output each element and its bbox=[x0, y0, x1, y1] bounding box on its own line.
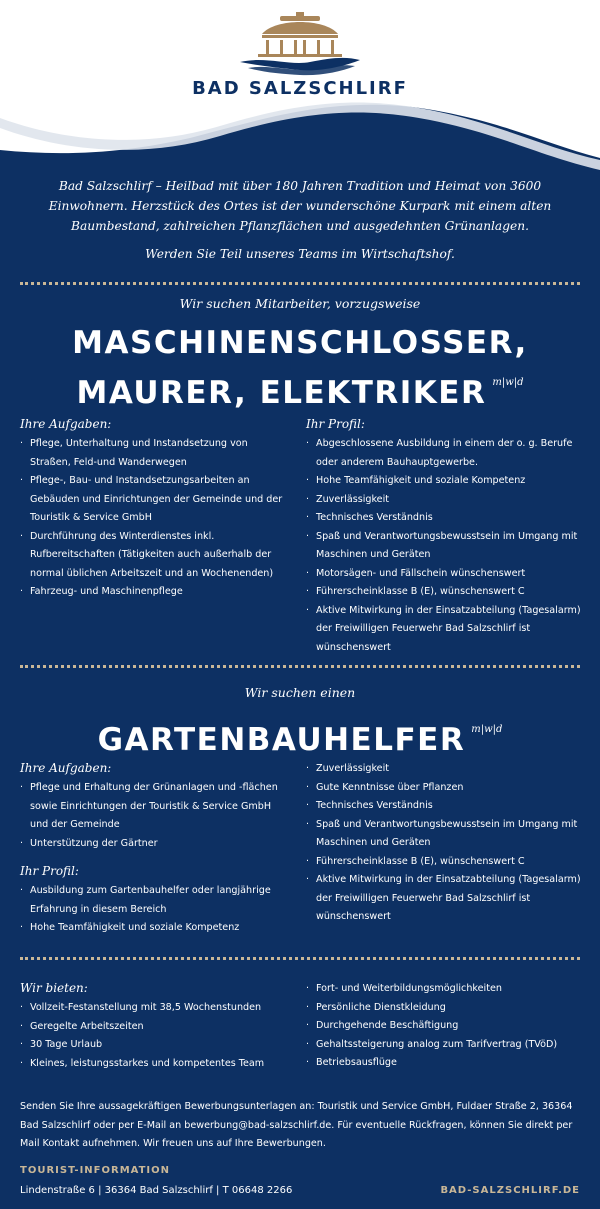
offer-heading: Wir bieten: bbox=[20, 981, 88, 995]
job2-profile-heading: Ihr Profil: bbox=[20, 864, 79, 878]
contact-address: Lindenstraße 6 | 36364 Bad Salzschlirf | T 06648 2266 bbox=[20, 1185, 293, 1196]
job1-seek: Wir suchen Mitarbeiter, vorzugsweise bbox=[179, 296, 421, 311]
list-item: · Gehaltssteigerung analog zum Tarifvertrag (TVöD) bbox=[306, 1036, 588, 1055]
divider-1 bbox=[20, 282, 580, 285]
divider-3 bbox=[20, 957, 580, 960]
list-item: · Spaß und Verantwortungsbewusstsein im Umgang mit Maschinen und Geräten bbox=[306, 528, 588, 565]
job2-tasks-heading: Ihre Aufgaben: bbox=[20, 761, 112, 775]
job2-title bbox=[0, 711, 600, 759]
list-item: · Zuverlässigkeit bbox=[306, 491, 588, 510]
list-item: · Persönliche Dienstkleidung bbox=[306, 999, 588, 1018]
list-item: · Unterstützung der Gärtner bbox=[20, 835, 292, 854]
list-item: · Fahrzeug- und Maschinenpflege bbox=[20, 583, 288, 602]
logo-wordmark: BAD SALZSCHLIRF bbox=[192, 78, 408, 99]
list-item: · Technisches Verständnis bbox=[306, 509, 588, 528]
offer-right-column bbox=[306, 980, 588, 1073]
list-item: · Gute Kenntnisse über Pflanzen bbox=[306, 779, 588, 798]
list-item: · Abgeschlossene Ausbildung in einem der o. g. Berufe oder anderem Bauhauptgewerbe. bbox=[306, 435, 588, 472]
list-item: · Geregelte Arbeitszeiten bbox=[20, 1018, 292, 1037]
intro-join: Werden Sie Teil unseres Teams im Wirtschaftshof. bbox=[145, 247, 455, 261]
list-item: · Motorsägen- und Fällschein wünschenswert bbox=[306, 565, 588, 584]
list-item: · Betriebsausflüge bbox=[306, 1054, 588, 1073]
list-item: · Durchführung des Winterdienstes inkl. Rufbereitschaften (Tätigkeiten auch außerhalb der normal üblichen Arbeitszeit und an Wochenenden) bbox=[20, 528, 288, 584]
divider-2 bbox=[20, 665, 580, 668]
list-item: · Hohe Teamfähigkeit und soziale Kompetenz bbox=[20, 919, 292, 938]
intro-section bbox=[40, 176, 560, 264]
list-item: · Hohe Teamfähigkeit und soziale Kompetenz bbox=[306, 472, 588, 491]
job2-right-column bbox=[306, 760, 588, 927]
job2-gender-suffix: m|w|d bbox=[471, 724, 503, 735]
list-item: · Führerscheinklasse B (E), wünschenswert C bbox=[306, 583, 588, 602]
website-link[interactable]: BAD-SALZSCHLIRF.DE bbox=[440, 1185, 580, 1196]
list-item: · Pflege-, Bau- und Instandsetzungsarbeiten an Gebäuden und Einrichtungen der Gemeinde und der Touristik & Service GmbH bbox=[20, 472, 288, 528]
job1-title-line1: MASCHINENSCHLOSSER, bbox=[72, 325, 528, 361]
list-item: · Pflege, Unterhaltung und Instandsetzung von Straßen, Feld-und Wanderwegen bbox=[20, 435, 288, 472]
list-item: · Durchgehende Beschäftigung bbox=[306, 1017, 588, 1036]
job1-title-line2 bbox=[0, 364, 600, 412]
job2-left-column bbox=[20, 760, 292, 938]
list-item: · Aktive Mitwirkung in der Einsatzabteilung (Tagesalarm) der Freiwilligen Feuerwehr Bad Salzschlirf ist wünschenswert bbox=[306, 871, 588, 927]
list-item: · Vollzeit-Festanstellung mit 38,5 Wochenstunden bbox=[20, 999, 292, 1018]
list-item: · Führerscheinklasse B (E), wünschenswert C bbox=[306, 853, 588, 872]
job2-title-text: GARTENBAUHELFER bbox=[97, 722, 466, 758]
job1-tasks bbox=[20, 416, 288, 602]
offer-left-column bbox=[20, 980, 292, 1073]
job1-tasks-heading: Ihre Aufgaben: bbox=[20, 417, 112, 431]
list-item: · Zuverlässigkeit bbox=[306, 760, 588, 779]
list-item: · 30 Tage Urlaub bbox=[20, 1036, 292, 1055]
list-item: · Aktive Mitwirkung in der Einsatzabteilung (Tagesalarm) der Freiwilligen Feuerwehr Bad Salzschlirf ist wünschenswert bbox=[306, 602, 588, 658]
list-item: · Ausbildung zum Gartenbauhelfer oder langjährige Erfahrung in diesem Bereich bbox=[20, 882, 292, 919]
list-item: · Kleines, leistungsstarkes und kompetentes Team bbox=[20, 1055, 292, 1074]
job1-title-text: MAURER, ELEKTRIKER bbox=[76, 375, 487, 411]
list-item: · Spaß und Verantwortungsbewusstsein im Umgang mit Maschinen und Geräten bbox=[306, 816, 588, 853]
job1-gender-suffix: m|w|d bbox=[492, 377, 524, 388]
list-item: · Technisches Verständnis bbox=[306, 797, 588, 816]
tourist-info-label: TOURIST-INFORMATION bbox=[20, 1165, 171, 1176]
intro-text: Bad Salzschlirf – Heilbad mit über 180 Jahren Tradition und Heimat von 3600 Einwohnern. Herzstück des Ortes ist der wunderschöne Kurpark mit einem alten Baumbestand, zahlreichen Pflanzflächen und ausgedehnten Grünanlagen. bbox=[48, 179, 552, 233]
job1-profile bbox=[306, 416, 588, 657]
application-instructions: Senden Sie Ihre aussagekräftigen Bewerbungsunterlagen an: Touristik und Service GmbH, Fuldaer Straße 2, 36364 Bad Salzschlirf oder per E-Mail an bewerbung@bad-salzschlirf.de. Für eventuelle Rückfragen, können Sie direkt per Mail Kontakt aufnehmen. Wir freuen uns auf Ihre Bewerbungen. bbox=[20, 1101, 573, 1149]
job2-seek: Wir suchen einen bbox=[244, 685, 356, 700]
job1-profile-heading: Ihr Profil: bbox=[306, 417, 365, 431]
list-item: · Pflege und Erhaltung der Grünanlagen und -flächen sowie Einrichtungen der Touristik & Service GmbH und der Gemeinde bbox=[20, 779, 292, 835]
list-item: · Fort- und Weiterbildungsmöglichkeiten bbox=[306, 980, 588, 999]
